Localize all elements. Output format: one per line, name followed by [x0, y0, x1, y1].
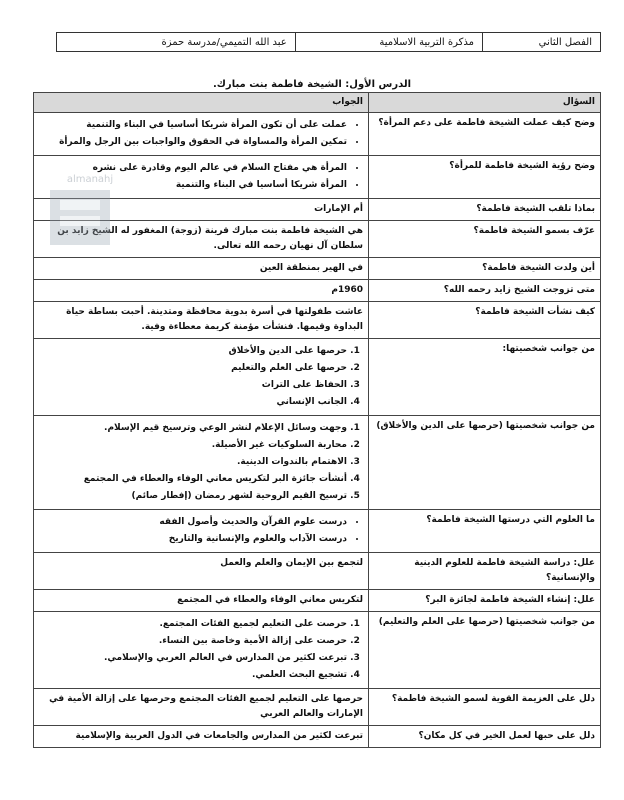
list-item: 4. تشجيع البحث العلمي. [39, 668, 347, 683]
question-cell: من جوانب شخصيتها (حرصها على العلم والتعليم) [369, 612, 601, 689]
answer-cell: 1960م [34, 280, 369, 302]
answer-numbered-list [39, 344, 363, 410]
answer-cell [34, 510, 369, 553]
list-item: • درست الآداب والعلوم والإنسانية والتاريخ [39, 532, 347, 547]
table-row [34, 553, 601, 590]
table-row [34, 258, 601, 280]
list-item: • المرأة هي مفتاح السلام في عالم اليوم وقادرة على نشره [39, 161, 347, 176]
lesson-title: الدرس الأول: الشيخة فاطمة بنت مبارك. [212, 79, 412, 90]
question-cell: متى تزوجت الشيخ زايد رحمه الله؟ [369, 280, 601, 302]
table-row [34, 280, 601, 302]
col-answer-header: الجواب [34, 93, 369, 113]
list-item: 5. ترسيخ القيم الروحية لشهر رمضان (إفطار صائم) [39, 489, 347, 504]
subject-cell: مذكرة التربية الاسلامية [295, 33, 482, 52]
table-row [34, 416, 601, 510]
answer-cell [34, 416, 369, 510]
table-row [34, 689, 601, 726]
answer-cell [34, 339, 369, 416]
list-item: 1. حرصت على التعليم لجميع الفئات المجتمع. [39, 617, 347, 632]
col-question-header: السؤال [369, 93, 601, 113]
list-item: 1. وجهت وسائل الإعلام لنشر الوعي وترسيخ قيم الإسلام. [39, 421, 347, 436]
question-cell: من جوانب شخصيتها: [369, 339, 601, 416]
teacher-cell: عبد الله التميمي/مدرسة حمزة [57, 33, 296, 52]
answer-cell: هي الشيخة فاطمة بنت مبارك قرينة (زوجة) المغفور له الشيخ زايد بن سلطان آل نهيان رحمه الله تعالى. [34, 221, 369, 258]
list-item: 3. تبرعت لكثير من المدارس في العالم العربي والإسلامي. [39, 651, 347, 666]
list-item: • عملت على أن تكون المرأة شريكا أساسيا في البناء والتنمية [39, 118, 347, 133]
list-item: • درست علوم القرآن والحديث وأصول الفقه [39, 515, 347, 530]
answer-cell: حرصها على التعليم لجميع الفئات المجتمع وحرصها على إزالة الأمية في الإمارات والعالم العربي [34, 689, 369, 726]
answer-cell: عاشت طفولتها في أسرة بدوية محافظة ومتدينة. أحبت بساطة حياة البداوة وقيمها. فنشأت مؤمنة كريمة معطاءة وفية. [34, 302, 369, 339]
question-cell: بماذا تلقب الشيخة فاطمة؟ [369, 199, 601, 221]
list-item: 4. أنشأت جائزة البر لتكريس معاني الوفاء والعطاء في المجتمع [39, 472, 347, 487]
question-cell: علل: دراسة الشيخة فاطمة للعلوم الدينية والإنسانية؟ [369, 553, 601, 590]
question-cell: ما العلوم التي درستها الشيخة فاطمة؟ [369, 510, 601, 553]
watermark-logo-icon [40, 150, 140, 260]
question-cell: كيف نشأت الشيخة فاطمة؟ [369, 302, 601, 339]
question-cell: وضح رؤية الشيخة فاطمة للمرأة؟ [369, 156, 601, 199]
list-item: 4. الجانب الإنساني [39, 395, 347, 410]
table-row [34, 510, 601, 553]
question-cell: دلل على العزيمة القوية لسمو الشيخة فاطمة؟ [369, 689, 601, 726]
question-cell: من جوانب شخصيتها (حرصها على الدين والأخلاق) [369, 416, 601, 510]
question-cell: وضح كيف عملت الشيخة فاطمة على دعم المرأة؟ [369, 113, 601, 156]
question-cell: دلل على حبها لعمل الخير في كل مكان؟ [369, 726, 601, 748]
question-cell: علل: إنشاء الشيخة فاطمة لجائزة البر؟ [369, 590, 601, 612]
table-row [34, 302, 601, 339]
header-table [56, 32, 601, 52]
answer-numbered-list [39, 421, 363, 504]
table-row [34, 612, 601, 689]
answer-cell: تبرعت لكثير من المدارس والجامعات في الدول العربية والإسلامية [34, 726, 369, 748]
list-item: 2. حرصت على إزالة الأمية وخاصة بين النساء. [39, 634, 347, 649]
table-row [34, 726, 601, 748]
answer-cell: في الهير بمنطقة العين [34, 258, 369, 280]
answer-numbered-list [39, 617, 363, 683]
list-item: • المرأة شريكا أساسيا في البناء والتنمية [39, 178, 347, 193]
answer-cell: لتجمع بين الإيمان والعلم والعمل [34, 553, 369, 590]
question-cell: عرّف بسمو الشيخة فاطمة؟ [369, 221, 601, 258]
answer-bullet-list [39, 118, 363, 150]
list-item: 2. محاربة السلوكيات غير الأصيلة. [39, 438, 347, 453]
question-cell: أين ولدت الشيخة فاطمة؟ [369, 258, 601, 280]
list-item: 3. الاهتمام بالندوات الدينية. [39, 455, 347, 470]
list-item: 3. الحفاظ على التراث [39, 378, 347, 393]
list-item: 2. حرصها على العلم والتعليم [39, 361, 347, 376]
answer-cell: أم الإمارات [34, 199, 369, 221]
answer-bullet-list [39, 515, 363, 547]
table-row [34, 590, 601, 612]
semester-cell: الفصل الثاني [483, 33, 601, 52]
answer-cell: لتكريس معاني الوفاء والعطاء في المجتمع [34, 590, 369, 612]
answer-cell [34, 612, 369, 689]
list-item: • تمكين المرأة والمساواة في الحقوق والواجبات بين الرجل والمرأة [39, 135, 347, 150]
list-item: 1. حرصها على الدين والأخلاق [39, 344, 347, 359]
watermark-text: almanahj [66, 174, 114, 185]
table-row [34, 339, 601, 416]
